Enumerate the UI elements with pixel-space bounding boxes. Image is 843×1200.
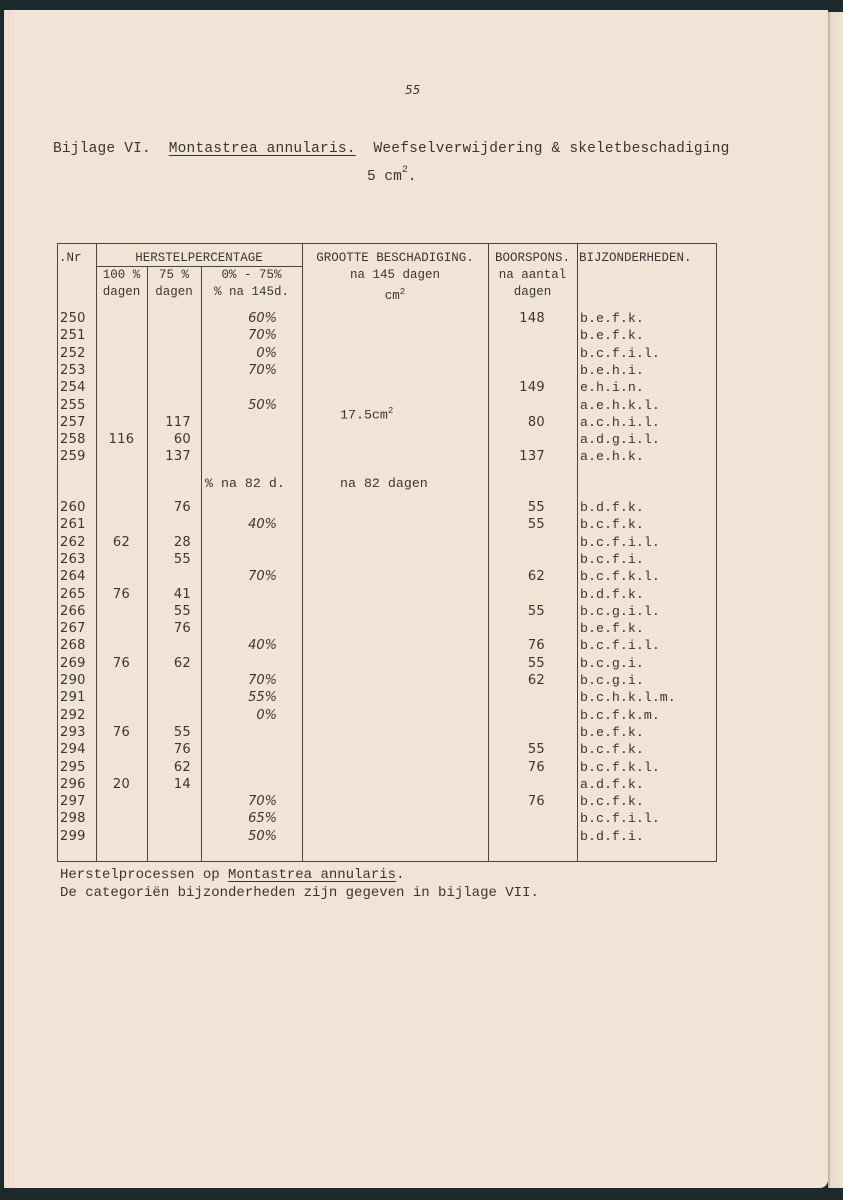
header-75-line2: dagen — [155, 285, 193, 299]
cell-nr: 268 — [60, 638, 86, 654]
cell-pct: 65% — [248, 811, 277, 827]
cell-nr: 295 — [60, 759, 86, 775]
cell-bijz: b.c.g.i.l. — [580, 603, 660, 619]
cell-bijz: a.e.h.k.l. — [580, 397, 660, 413]
cell-d75: 55 — [173, 603, 191, 619]
cell-bijz: b.c.g.i. — [580, 655, 644, 671]
cell-pct: 70% — [248, 794, 277, 810]
page-stack-edge — [4, 10, 16, 1188]
cell-bijz: b.e.f.k. — [580, 621, 644, 637]
cell-bijz: b.c.f.i. — [580, 551, 644, 567]
cell-d100: 116 — [108, 432, 135, 448]
cell-bijz: a.d.f.k. — [580, 776, 644, 792]
cell-d75: 76 — [173, 742, 191, 758]
cell-bijz: b.e.f.k. — [580, 328, 644, 344]
cell-nr: 292 — [60, 707, 86, 723]
cell-nr: 266 — [60, 603, 86, 619]
cell-d75: 60 — [173, 432, 191, 448]
cell-d100: 76 — [112, 655, 131, 671]
cell-bijz: b.c.g.i. — [580, 673, 644, 688]
header-75-line1: 75 % — [158, 268, 189, 282]
cell-bijz: b.d.f.k. — [580, 500, 644, 515]
cell-pct: 40% — [248, 638, 277, 654]
cell-d75: 76 — [173, 500, 191, 515]
col-divider — [96, 244, 97, 862]
cell-nr: 293 — [60, 724, 86, 740]
header-grootte-sub1 — [302, 267, 488, 284]
header-herstelpercentage: HERSTELPERCENTAGE — [135, 251, 263, 265]
grootte-value — [340, 403, 393, 424]
cell-bijz: a.c.h.i.l. — [580, 414, 660, 430]
cell-d75: 62 — [173, 759, 191, 775]
cell-bijz: a.e.h.k. — [580, 449, 644, 465]
cell-bijz: b.c.f.k. — [580, 742, 644, 758]
cell-boorspons: 80 — [527, 414, 545, 430]
col-divider — [302, 244, 303, 862]
title-prefix: Bijlage VI. — [53, 141, 151, 157]
cell-pct: 70% — [248, 673, 277, 688]
cell-nr: 290 — [60, 673, 86, 688]
cell-d75: 14 — [173, 776, 191, 792]
cell-bijz: a.d.g.i.l. — [580, 432, 660, 448]
cell-bijz: b.c.f.k.l. — [580, 759, 660, 775]
cell-nr: 291 — [60, 690, 86, 706]
facing-page-edge — [828, 12, 843, 1188]
cell-pct: 70% — [248, 362, 277, 378]
header-100-line1: 100 % — [102, 268, 141, 282]
title-species: Montastrea annularis. — [168, 141, 356, 157]
cell-d75: 28 — [173, 534, 191, 550]
cell-nr: 296 — [60, 776, 86, 792]
cell-pct: 55% — [248, 690, 277, 706]
grootte-value-text: 17.5cm — [340, 407, 388, 423]
cell-bijz: b.c.f.k. — [580, 517, 644, 533]
header-pct-line1: 0% - 75% — [221, 268, 282, 282]
caption-species: Montastrea annularis — [228, 867, 397, 883]
grootte-unit: cm — [384, 289, 400, 304]
header-bijzonderheden: BIJZONDERHEDEN. — [579, 251, 692, 265]
cell-pct: 0% — [256, 345, 277, 361]
cell-nr: 265 — [60, 586, 86, 602]
header-grootte-sub2 — [302, 284, 488, 305]
cell-bijz: b.d.f.i. — [580, 828, 644, 844]
cell-nr: 250 — [60, 311, 86, 326]
title-rest: Weefselverwijdering & skeletbeschadiging — [373, 141, 730, 157]
cell-boorspons: 55 — [527, 742, 545, 758]
cell-nr: 252 — [60, 345, 86, 361]
section2-pct-header: % na 82 d. — [205, 476, 285, 491]
cell-nr: 253 — [60, 362, 86, 378]
cell-pct: 0% — [256, 707, 277, 723]
header-pct-line2: % na 145d. — [213, 285, 289, 299]
cell-d75: 55 — [173, 551, 191, 567]
page-number: 55 — [405, 83, 421, 97]
cell-d75: 76 — [173, 621, 191, 637]
cell-boorspons: 55 — [527, 655, 545, 671]
caption-line2: De categoriën bijzonderheden zijn gegeven in bijlage VII. — [60, 884, 539, 901]
cell-nr: 298 — [60, 811, 86, 827]
cell-pct: 60% — [248, 311, 277, 326]
cell-pct: 70% — [248, 328, 277, 344]
header-nr: .Nr — [59, 251, 82, 265]
cell-nr: 259 — [60, 449, 86, 465]
caption-line1-end: . — [396, 867, 405, 883]
cell-boorspons: 149 — [519, 380, 545, 396]
cell-boorspons: 62 — [527, 673, 545, 688]
cell-nr: 262 — [60, 534, 86, 550]
table-caption — [60, 867, 539, 902]
cell-bijz: b.c.f.i.l. — [580, 345, 660, 361]
cell-d75: 117 — [165, 414, 191, 430]
cell-boorspons: 55 — [527, 603, 545, 619]
cell-d75: 62 — [173, 655, 191, 671]
cell-bijz: b.c.h.k.l.m. — [580, 690, 676, 706]
cell-bijz: e.h.i.n. — [580, 380, 644, 396]
cell-bijz: b.c.f.k. — [580, 794, 644, 810]
cell-pct: 70% — [248, 569, 277, 585]
grootte-value-sup: 2 — [387, 406, 394, 416]
page-title — [53, 141, 730, 157]
header-boorspons-sub2: dagen — [513, 285, 552, 299]
cell-boorspons: 76 — [527, 794, 545, 810]
cell-d75: 137 — [165, 449, 191, 465]
cell-bijz: b.e.h.i. — [580, 362, 644, 378]
header-100-line2: dagen — [102, 285, 141, 299]
cell-nr: 263 — [60, 551, 86, 567]
cell-pct: 50% — [248, 397, 277, 413]
cell-pct: 40% — [248, 517, 277, 533]
page-subtitle — [367, 167, 417, 185]
cell-bijz: b.e.f.k. — [580, 311, 644, 326]
cell-boorspons: 55 — [527, 500, 545, 515]
cell-bijz: b.c.f.i.l. — [580, 638, 660, 654]
subtitle-text: 5 cm — [367, 168, 402, 185]
subtitle-sup: 2 — [401, 165, 408, 176]
subtitle-end: . — [407, 168, 417, 185]
cell-boorspons: 137 — [519, 449, 545, 465]
grootte-sub1-text: na 145 dagen — [349, 268, 440, 282]
header-grootte: GROOTTE BESCHADIGING. — [316, 251, 474, 265]
cell-d100: 76 — [112, 586, 131, 602]
cell-bijz: b.c.f.i.l. — [580, 811, 660, 827]
caption-line1-prefix: Herstelprocessen op — [60, 867, 229, 883]
cell-boorspons: 76 — [527, 638, 545, 654]
cell-nr: 297 — [60, 794, 86, 810]
cell-bijz: b.c.f.i.l. — [580, 534, 660, 550]
cell-nr: 264 — [60, 569, 86, 585]
cell-nr: 258 — [60, 432, 86, 448]
cell-nr: 255 — [60, 397, 86, 413]
cell-bijz: b.c.f.k.m. — [580, 707, 660, 723]
cell-d75: 55 — [173, 724, 191, 740]
cell-nr: 294 — [60, 742, 86, 758]
cell-d100: 62 — [112, 534, 131, 550]
cell-bijz: b.c.f.k.l. — [580, 569, 660, 585]
cell-nr: 299 — [60, 828, 86, 844]
cell-d100: 20 — [112, 776, 131, 792]
cell-d100: 76 — [112, 724, 131, 740]
section2-grootte-header: na 82 dagen — [340, 476, 428, 491]
cell-nr: 260 — [60, 500, 86, 515]
cell-nr: 267 — [60, 621, 86, 637]
cell-nr: 269 — [60, 655, 86, 671]
cell-pct: 50% — [248, 828, 277, 844]
cell-nr: 251 — [60, 328, 86, 344]
cell-d75: 41 — [173, 586, 191, 602]
col-divider — [577, 244, 578, 862]
cell-boorspons: 148 — [519, 311, 545, 326]
cell-boorspons: 76 — [527, 759, 545, 775]
cell-nr: 261 — [60, 517, 86, 533]
cell-bijz: b.e.f.k. — [580, 724, 644, 740]
header-boorspons: BOORSPONS. — [494, 251, 570, 265]
cell-nr: 254 — [60, 380, 86, 396]
grootte-unit-sup: 2 — [399, 287, 406, 297]
cell-boorspons: 62 — [527, 569, 545, 585]
header-boorspons-sub1: na aantal — [498, 268, 567, 282]
cell-nr: 257 — [60, 414, 86, 430]
cell-bijz: b.d.f.k. — [580, 586, 644, 602]
cell-boorspons: 55 — [527, 517, 545, 533]
